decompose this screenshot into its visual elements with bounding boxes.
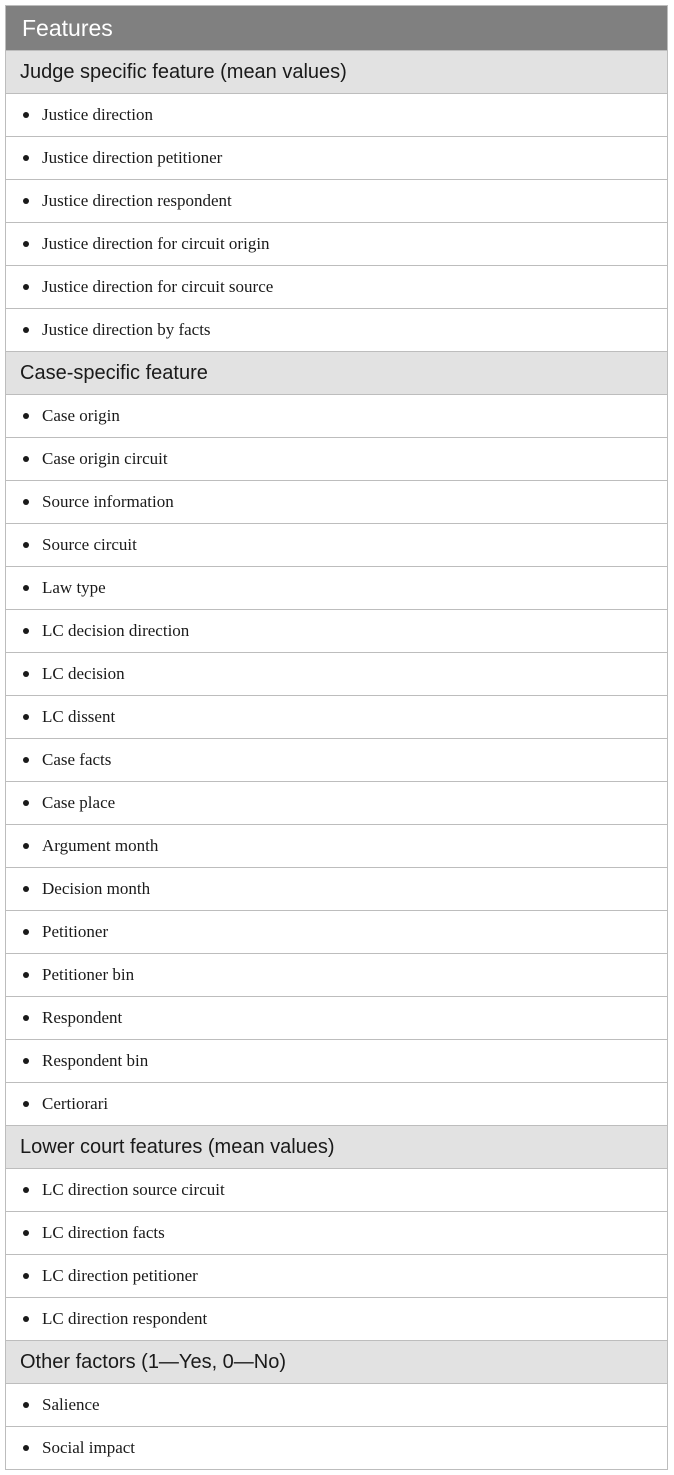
list-item xyxy=(6,265,667,308)
list-item xyxy=(6,566,667,609)
bullet-icon xyxy=(23,1187,29,1193)
list-item xyxy=(6,1168,667,1211)
list-item-label: Salience xyxy=(42,1395,100,1414)
bullet-icon xyxy=(23,671,29,677)
list-item-label: Argument month xyxy=(42,836,159,855)
list-item-label: LC direction source circuit xyxy=(42,1180,225,1199)
bullet-icon xyxy=(23,112,29,118)
list-item-label: Case origin xyxy=(42,406,120,425)
list-item xyxy=(6,1082,667,1125)
list-item xyxy=(6,437,667,480)
list-item-label: Petitioner bin xyxy=(42,965,135,984)
bullet-icon xyxy=(23,1058,29,1064)
list-item xyxy=(6,953,667,996)
table-body xyxy=(6,50,667,1469)
list-item xyxy=(6,652,667,695)
list-item xyxy=(6,781,667,824)
list-item-label: Source information xyxy=(42,492,174,511)
list-item xyxy=(6,179,667,222)
list-item-label: Petitioner xyxy=(42,922,109,941)
list-item-label: LC dissent xyxy=(42,707,116,726)
list-item xyxy=(6,308,667,351)
bullet-icon xyxy=(23,499,29,505)
list-item-label: Justice direction petitioner xyxy=(42,148,223,167)
bullet-icon xyxy=(23,757,29,763)
list-item-label: Source circuit xyxy=(42,535,137,554)
bullet-icon xyxy=(23,1101,29,1107)
bullet-icon xyxy=(23,929,29,935)
section-header: Case-specific feature xyxy=(6,351,667,394)
list-item-label: Respondent xyxy=(42,1008,123,1027)
list-item xyxy=(6,695,667,738)
bullet-icon xyxy=(23,155,29,161)
list-item-label: Certiorari xyxy=(42,1094,109,1113)
list-item xyxy=(6,910,667,953)
bullet-icon xyxy=(23,628,29,634)
table-header: Features xyxy=(6,6,667,50)
list-item xyxy=(6,1254,667,1297)
bullet-icon xyxy=(23,1445,29,1451)
features-table xyxy=(5,5,668,1470)
bullet-icon xyxy=(23,1230,29,1236)
list-item-label: Justice direction respondent xyxy=(42,191,232,210)
bullet-icon xyxy=(23,327,29,333)
list-item-label: Justice direction by facts xyxy=(42,320,211,339)
list-item-label: Case place xyxy=(42,793,116,812)
list-item xyxy=(6,136,667,179)
bullet-icon xyxy=(23,886,29,892)
list-item xyxy=(6,1426,667,1469)
bullet-icon xyxy=(23,1316,29,1322)
list-item xyxy=(6,609,667,652)
bullet-icon xyxy=(23,456,29,462)
bullet-icon xyxy=(23,714,29,720)
bullet-icon xyxy=(23,1015,29,1021)
bullet-icon xyxy=(23,241,29,247)
bullet-icon xyxy=(23,198,29,204)
list-item-label: Justice direction for circuit origin xyxy=(42,234,270,253)
list-item xyxy=(6,996,667,1039)
bullet-icon xyxy=(23,585,29,591)
list-item-label: Justice direction for circuit source xyxy=(42,277,274,296)
list-item xyxy=(6,93,667,136)
list-item-label: LC direction petitioner xyxy=(42,1266,198,1285)
list-item xyxy=(6,480,667,523)
section-header: Lower court features (mean values) xyxy=(6,1125,667,1168)
list-item xyxy=(6,523,667,566)
list-item xyxy=(6,738,667,781)
list-item-label: Social impact xyxy=(42,1438,136,1457)
list-item-label: LC decision xyxy=(42,664,125,683)
list-item xyxy=(6,1211,667,1254)
section-header: Judge specific feature (mean values) xyxy=(6,50,667,93)
list-item xyxy=(6,1039,667,1082)
bullet-icon xyxy=(23,284,29,290)
list-item xyxy=(6,222,667,265)
list-item xyxy=(6,1297,667,1340)
list-item-label: Respondent bin xyxy=(42,1051,149,1070)
list-item xyxy=(6,394,667,437)
list-item-label: LC direction facts xyxy=(42,1223,165,1242)
list-item xyxy=(6,1383,667,1426)
section-header: Other factors (1—Yes, 0—No) xyxy=(6,1340,667,1383)
bullet-icon xyxy=(23,972,29,978)
bullet-icon xyxy=(23,542,29,548)
list-item-label: Case origin circuit xyxy=(42,449,168,468)
bullet-icon xyxy=(23,843,29,849)
list-item-label: Law type xyxy=(42,578,106,597)
bullet-icon xyxy=(23,1273,29,1279)
list-item-label: Case facts xyxy=(42,750,112,769)
list-item-label: LC direction respondent xyxy=(42,1309,208,1328)
list-item-label: LC decision direction xyxy=(42,621,190,640)
bullet-icon xyxy=(23,1402,29,1408)
list-item xyxy=(6,867,667,910)
list-item-label: Decision month xyxy=(42,879,151,898)
list-item xyxy=(6,824,667,867)
bullet-icon xyxy=(23,413,29,419)
list-item-label: Justice direction xyxy=(42,105,153,124)
bullet-icon xyxy=(23,800,29,806)
